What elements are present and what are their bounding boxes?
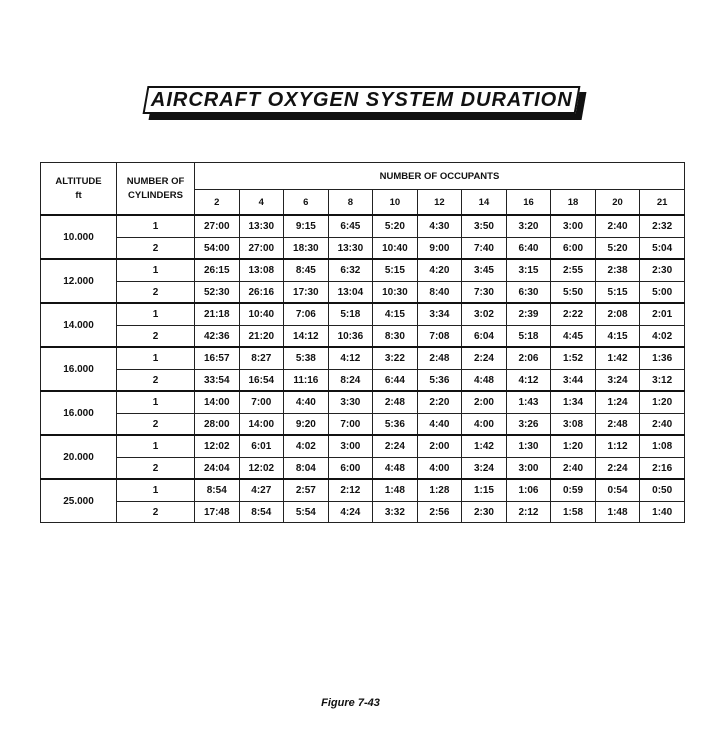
duration-cell: 12:02 — [195, 435, 240, 458]
occupant-header-cell: 21 — [640, 190, 685, 216]
duration-cell: 54:00 — [195, 238, 240, 260]
duration-cell: 27:00 — [239, 238, 284, 260]
table-body — [41, 215, 685, 523]
cylinder-count-cell: 2 — [117, 326, 195, 348]
altitude-cell: 14.000 — [41, 303, 117, 347]
duration-cell: 6:30 — [506, 282, 551, 304]
duration-cell: 2:38 — [595, 259, 640, 282]
duration-cell: 2:48 — [595, 414, 640, 436]
duration-cell: 2:39 — [506, 303, 551, 326]
table-row — [41, 502, 685, 523]
duration-cell: 4:45 — [551, 326, 596, 348]
duration-cell: 1:30 — [506, 435, 551, 458]
duration-cell: 0:54 — [595, 479, 640, 502]
cylinder-count-cell: 1 — [117, 303, 195, 326]
duration-cell: 3:15 — [506, 259, 551, 282]
duration-cell: 6:01 — [239, 435, 284, 458]
cylinder-count-cell: 2 — [117, 238, 195, 260]
header-occupants: NUMBER OF OCCUPANTS — [195, 163, 685, 190]
cylinder-count-cell: 1 — [117, 479, 195, 502]
cylinder-count-cell: 2 — [117, 502, 195, 523]
duration-cell: 42:36 — [195, 326, 240, 348]
duration-cell: 0:50 — [640, 479, 685, 502]
duration-cell: 2:40 — [640, 414, 685, 436]
duration-cell: 1:20 — [640, 391, 685, 414]
duration-cell: 13:30 — [328, 238, 373, 260]
duration-cell: 4:15 — [595, 326, 640, 348]
duration-cell: 3:34 — [417, 303, 462, 326]
duration-cell: 1:08 — [640, 435, 685, 458]
duration-cell: 10:30 — [373, 282, 418, 304]
duration-cell: 8:27 — [239, 347, 284, 370]
duration-cell: 3:00 — [506, 458, 551, 480]
duration-cell: 1:40 — [640, 502, 685, 523]
duration-cell: 3:22 — [373, 347, 418, 370]
duration-cell: 4:00 — [417, 458, 462, 480]
duration-cell: 5:36 — [373, 414, 418, 436]
page-title: AIRCRAFT OXYGEN SYSTEM DURATION — [150, 88, 573, 111]
duration-cell: 3:24 — [462, 458, 507, 480]
oxygen-duration-table — [40, 162, 685, 523]
duration-cell: 5:20 — [373, 215, 418, 238]
duration-cell: 2:00 — [462, 391, 507, 414]
occupant-header-cell: 12 — [417, 190, 462, 216]
duration-cell: 1:58 — [551, 502, 596, 523]
table-row — [41, 479, 685, 502]
duration-cell: 1:28 — [417, 479, 462, 502]
duration-cell: 10:40 — [373, 238, 418, 260]
duration-cell: 1:42 — [595, 347, 640, 370]
duration-cell: 2:01 — [640, 303, 685, 326]
duration-cell: 9:20 — [284, 414, 329, 436]
altitude-cell: 12.000 — [41, 259, 117, 303]
duration-cell: 2:48 — [417, 347, 462, 370]
duration-cell: 1:20 — [551, 435, 596, 458]
duration-cell: 6:40 — [506, 238, 551, 260]
cylinder-count-cell: 1 — [117, 215, 195, 238]
duration-cell: 2:12 — [328, 479, 373, 502]
duration-cell: 4:02 — [284, 435, 329, 458]
cylinder-count-cell: 1 — [117, 391, 195, 414]
duration-cell: 3:12 — [640, 370, 685, 392]
duration-cell: 2:16 — [640, 458, 685, 480]
duration-cell: 4:12 — [506, 370, 551, 392]
duration-cell: 8:04 — [284, 458, 329, 480]
duration-cell: 5:04 — [640, 238, 685, 260]
duration-cell: 3:45 — [462, 259, 507, 282]
duration-cell: 26:15 — [195, 259, 240, 282]
duration-cell: 1:36 — [640, 347, 685, 370]
occupant-header-cell: 6 — [284, 190, 329, 216]
duration-cell: 3:00 — [328, 435, 373, 458]
duration-cell: 2:48 — [373, 391, 418, 414]
duration-cell: 1:34 — [551, 391, 596, 414]
duration-cell: 2:32 — [640, 215, 685, 238]
duration-cell: 4:15 — [373, 303, 418, 326]
header-cylinders-line-1: NUMBER OF — [126, 175, 185, 187]
duration-cell: 3:00 — [551, 215, 596, 238]
duration-cell: 2:08 — [595, 303, 640, 326]
cylinder-count-cell: 1 — [117, 435, 195, 458]
duration-cell: 24:04 — [195, 458, 240, 480]
duration-cell: 3:50 — [462, 215, 507, 238]
duration-cell: 5:18 — [328, 303, 373, 326]
occupant-header-cell: 20 — [595, 190, 640, 216]
duration-cell: 9:15 — [284, 215, 329, 238]
duration-cell: 7:08 — [417, 326, 462, 348]
duration-cell: 5:20 — [595, 238, 640, 260]
header-cylinders — [117, 163, 195, 216]
duration-cell: 6:44 — [373, 370, 418, 392]
duration-cell: 2:40 — [551, 458, 596, 480]
duration-cell: 5:18 — [506, 326, 551, 348]
duration-cell: 3:02 — [462, 303, 507, 326]
duration-cell: 26:16 — [239, 282, 284, 304]
duration-cell: 52:30 — [195, 282, 240, 304]
duration-cell: 3:30 — [328, 391, 373, 414]
duration-cell: 4:24 — [328, 502, 373, 523]
duration-cell: 4:40 — [417, 414, 462, 436]
duration-cell: 2:20 — [417, 391, 462, 414]
duration-cell: 8:45 — [284, 259, 329, 282]
duration-cell: 1:06 — [506, 479, 551, 502]
duration-cell: 6:45 — [328, 215, 373, 238]
cylinder-count-cell: 1 — [117, 347, 195, 370]
duration-cell: 1:48 — [595, 502, 640, 523]
occupant-header-cell: 10 — [373, 190, 418, 216]
duration-cell: 10:36 — [328, 326, 373, 348]
header-altitude-label: ALTITUDE — [55, 175, 102, 187]
occupant-header-cell: 16 — [506, 190, 551, 216]
duration-cell: 4:20 — [417, 259, 462, 282]
duration-cell: 2:30 — [462, 502, 507, 523]
table-row — [41, 458, 685, 480]
duration-cell: 2:24 — [373, 435, 418, 458]
table-row — [41, 259, 685, 282]
duration-cell: 17:48 — [195, 502, 240, 523]
duration-cell: 4:00 — [462, 414, 507, 436]
duration-cell: 3:26 — [506, 414, 551, 436]
duration-cell: 12:02 — [239, 458, 284, 480]
duration-cell: 5:15 — [373, 259, 418, 282]
duration-cell: 2:40 — [595, 215, 640, 238]
duration-cell: 2:57 — [284, 479, 329, 502]
duration-cell: 2:00 — [417, 435, 462, 458]
duration-cell: 33:54 — [195, 370, 240, 392]
duration-cell: 11:16 — [284, 370, 329, 392]
occupant-header-cell: 8 — [328, 190, 373, 216]
duration-cell: 2:12 — [506, 502, 551, 523]
duration-cell: 13:30 — [239, 215, 284, 238]
duration-cell: 5:54 — [284, 502, 329, 523]
duration-cell: 2:56 — [417, 502, 462, 523]
duration-cell: 4:48 — [462, 370, 507, 392]
cylinder-count-cell: 2 — [117, 370, 195, 392]
duration-cell: 13:04 — [328, 282, 373, 304]
duration-cell: 28:00 — [195, 414, 240, 436]
duration-cell: 5:38 — [284, 347, 329, 370]
table-row — [41, 215, 685, 238]
duration-cell: 4:30 — [417, 215, 462, 238]
duration-cell: 16:54 — [239, 370, 284, 392]
duration-cell: 1:48 — [373, 479, 418, 502]
duration-cell: 0:59 — [551, 479, 596, 502]
duration-cell: 27:00 — [195, 215, 240, 238]
duration-cell: 2:06 — [506, 347, 551, 370]
table-row — [41, 303, 685, 326]
duration-cell: 1:12 — [595, 435, 640, 458]
occupant-header-cell: 18 — [551, 190, 596, 216]
duration-cell: 8:40 — [417, 282, 462, 304]
duration-cell: 5:36 — [417, 370, 462, 392]
altitude-cell: 16.000 — [41, 391, 117, 435]
duration-cell: 3:44 — [551, 370, 596, 392]
table-row — [41, 347, 685, 370]
table-row — [41, 414, 685, 436]
duration-cell: 5:00 — [640, 282, 685, 304]
table-row — [41, 282, 685, 304]
duration-cell: 3:20 — [506, 215, 551, 238]
duration-cell: 6:32 — [328, 259, 373, 282]
duration-cell: 7:06 — [284, 303, 329, 326]
duration-cell: 8:54 — [195, 479, 240, 502]
duration-cell: 14:00 — [239, 414, 284, 436]
cylinder-count-cell: 2 — [117, 458, 195, 480]
duration-cell: 3:32 — [373, 502, 418, 523]
altitude-cell: 25.000 — [41, 479, 117, 523]
duration-cell: 7:00 — [328, 414, 373, 436]
altitude-cell: 20.000 — [41, 435, 117, 479]
altitude-cell: 16.000 — [41, 347, 117, 391]
cylinder-count-cell: 2 — [117, 414, 195, 436]
duration-cell: 6:04 — [462, 326, 507, 348]
duration-cell: 17:30 — [284, 282, 329, 304]
cylinder-count-cell: 2 — [117, 282, 195, 304]
table-row — [41, 435, 685, 458]
duration-cell: 1:52 — [551, 347, 596, 370]
duration-cell: 7:40 — [462, 238, 507, 260]
duration-cell: 10:40 — [239, 303, 284, 326]
duration-cell: 4:27 — [239, 479, 284, 502]
duration-cell: 6:00 — [551, 238, 596, 260]
duration-cell: 4:02 — [640, 326, 685, 348]
duration-cell: 21:18 — [195, 303, 240, 326]
header-altitude — [41, 163, 117, 216]
duration-cell: 2:24 — [595, 458, 640, 480]
duration-cell: 7:30 — [462, 282, 507, 304]
table-row — [41, 238, 685, 260]
occupant-header-cell: 14 — [462, 190, 507, 216]
duration-cell: 3:24 — [595, 370, 640, 392]
title-banner — [145, 86, 590, 120]
title-banner-box — [143, 86, 581, 114]
duration-cell: 14:12 — [284, 326, 329, 348]
duration-cell: 9:00 — [417, 238, 462, 260]
duration-cell: 2:24 — [462, 347, 507, 370]
table-row — [41, 326, 685, 348]
duration-cell: 8:30 — [373, 326, 418, 348]
duration-cell: 1:24 — [595, 391, 640, 414]
altitude-cell: 10.000 — [41, 215, 117, 259]
cylinder-count-cell: 1 — [117, 259, 195, 282]
duration-cell: 5:15 — [595, 282, 640, 304]
table-row — [41, 370, 685, 392]
duration-cell: 21:20 — [239, 326, 284, 348]
duration-cell: 8:24 — [328, 370, 373, 392]
duration-cell: 4:48 — [373, 458, 418, 480]
duration-cell: 14:00 — [195, 391, 240, 414]
header-cylinders-line-2: CYLINDERS — [128, 189, 183, 201]
duration-cell: 3:08 — [551, 414, 596, 436]
occupant-header-cell: 2 — [195, 190, 240, 216]
duration-cell: 7:00 — [239, 391, 284, 414]
duration-cell: 1:15 — [462, 479, 507, 502]
duration-cell: 1:42 — [462, 435, 507, 458]
duration-cell: 6:00 — [328, 458, 373, 480]
duration-cell: 4:12 — [328, 347, 373, 370]
duration-cell: 2:55 — [551, 259, 596, 282]
duration-cell: 5:50 — [551, 282, 596, 304]
table-row — [41, 391, 685, 414]
duration-cell: 13:08 — [239, 259, 284, 282]
duration-cell: 2:30 — [640, 259, 685, 282]
duration-cell: 18:30 — [284, 238, 329, 260]
duration-cell: 4:40 — [284, 391, 329, 414]
duration-cell: 2:22 — [551, 303, 596, 326]
figure-caption: Figure 7-43 — [321, 697, 380, 709]
occupant-header-cell: 4 — [239, 190, 284, 216]
header-altitude-unit: ft — [75, 189, 82, 201]
duration-cell: 16:57 — [195, 347, 240, 370]
duration-cell: 1:43 — [506, 391, 551, 414]
duration-cell: 8:54 — [239, 502, 284, 523]
